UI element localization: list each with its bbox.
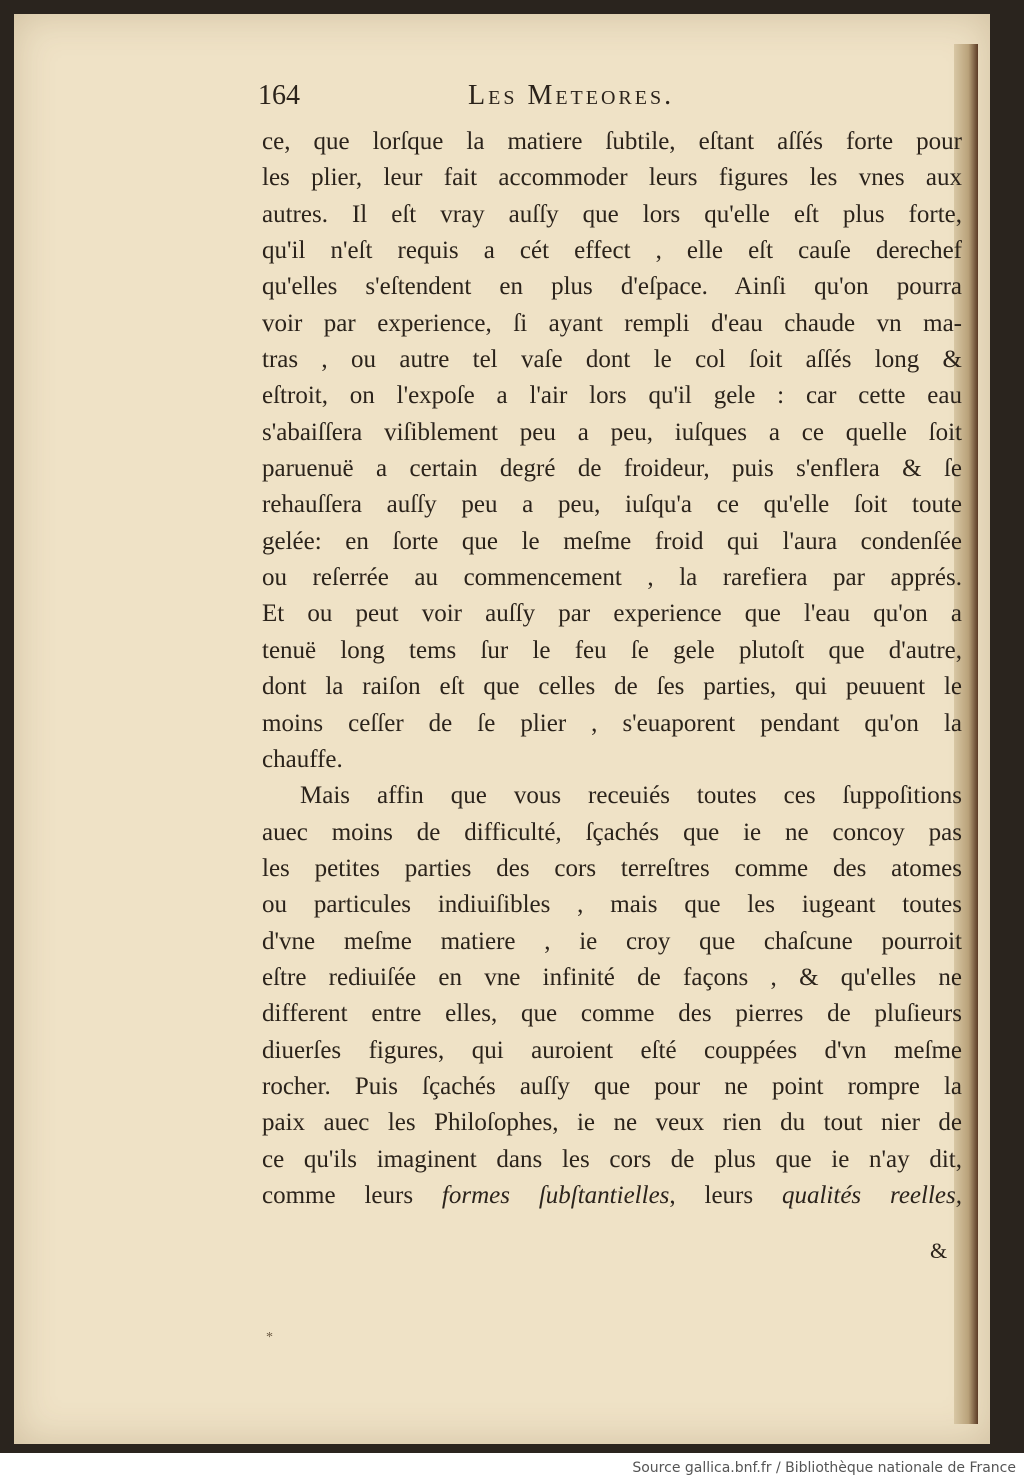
text-line: ou particules indiuiſibles , mais que les iugeant toutes [262, 891, 962, 919]
text-line: d'vne meſme matiere , ie croy que chaſcune pourroit [262, 927, 962, 955]
italic-term: qualités reelles, [781, 1181, 962, 1209]
text-line: s'abaiſſera viſiblement peu a peu, iuſques a ce quelle ſoit [262, 418, 962, 446]
catchword: & [930, 1238, 948, 1263]
text-line: Mais affin que vous receuiés toutes ces ſuppoſitions [300, 782, 962, 810]
text-line: Et ou peut voir auſſy par experience que l'eau qu'on a [262, 600, 962, 628]
running-title: Les Meteores. [468, 80, 675, 111]
text-line: paix auec les Philoſophes, ie ne veux rien du tout nier de [262, 1109, 962, 1137]
text-fragment: comme leurs [262, 1181, 442, 1209]
ink-mark: * [266, 1330, 273, 1345]
text-line: ce qu'ils imaginent dans les cors de plus que ie n'ay dit, [262, 1145, 962, 1173]
text-line: les plier, leur fait accommoder leurs figures les vnes aux [262, 164, 962, 192]
text-line: qu'il n'eſt requis a cét effect , elle eſt cauſe derechef [262, 237, 962, 265]
text-line: ce, que lorſque la matiere ſubtile, eſtant aſſés forte pour [262, 128, 962, 155]
text-line: rehauſſera auſſy peu a peu, iuſqu'a ce qu'elle ſoit toute [262, 491, 962, 519]
text-line: diuerſes figures, qui auroient eſté couppées d'vn meſme [262, 1036, 962, 1064]
text-line: ou reſerrée au commencement , la rarefiera par apprés. [262, 564, 962, 592]
text-line: eſtroit, on l'expoſe a l'air lors qu'il gele : car cette eau [262, 382, 962, 410]
text-line: qu'elles s'eſtendent en plus d'eſpace. Ainſi qu'on pourra [262, 273, 962, 301]
text-line-last [262, 1178, 962, 1214]
text-line: paruenuë a certain degré de froideur, puis s'enflera & ſe [262, 455, 962, 483]
text-line: rocher. Puis ſçachés auſſy que pour ne point rompre la [262, 1072, 962, 1100]
text-line: different entre elles, que comme des pierres de pluſieurs [262, 1000, 962, 1028]
text-line: gelée: en ſorte que le meſme froid qui l'aura condenſée [262, 527, 962, 555]
text-line: tenuë long tems ſur le feu ſe gele plutoſt que d'autre, [262, 636, 962, 664]
text-line: dont la raiſon eſt que celles de ſes parties, qui peuuent le [262, 673, 962, 701]
text-line: autres. Il eſt vray auſſy que lors qu'elle eſt plus forte, [262, 200, 962, 228]
text-fragment: , leurs [669, 1181, 782, 1209]
text-line: tras , ou autre tel vaſe dont le col ſoit aſſés long & [262, 346, 962, 374]
page-header [258, 80, 958, 120]
text-line: moins ceſſer de ſe plier , s'euaporent pendant qu'on la [262, 709, 962, 737]
text-line: eſtre rediuiſée en vne infinité de façons , & qu'elles ne [262, 963, 962, 991]
text-line: chauffe. [262, 745, 343, 773]
italic-term: formes ſubſtantielles [441, 1181, 670, 1209]
footer-bar [0, 1453, 1024, 1483]
source-credit: Source gallica.bnf.fr / Bibliothèque nationale de France [632, 1460, 1016, 1476]
body-text [262, 124, 962, 1214]
page-number: 164 [258, 80, 300, 111]
text-line: les petites parties des cors terreſtres comme des atomes [262, 854, 962, 882]
text-line: voir par experience, ſi ayant rempli d'eau chaude vn ma- [262, 309, 962, 337]
text-line: auec moins de difficulté, ſçachés que ie ne concoy pas [262, 818, 962, 846]
